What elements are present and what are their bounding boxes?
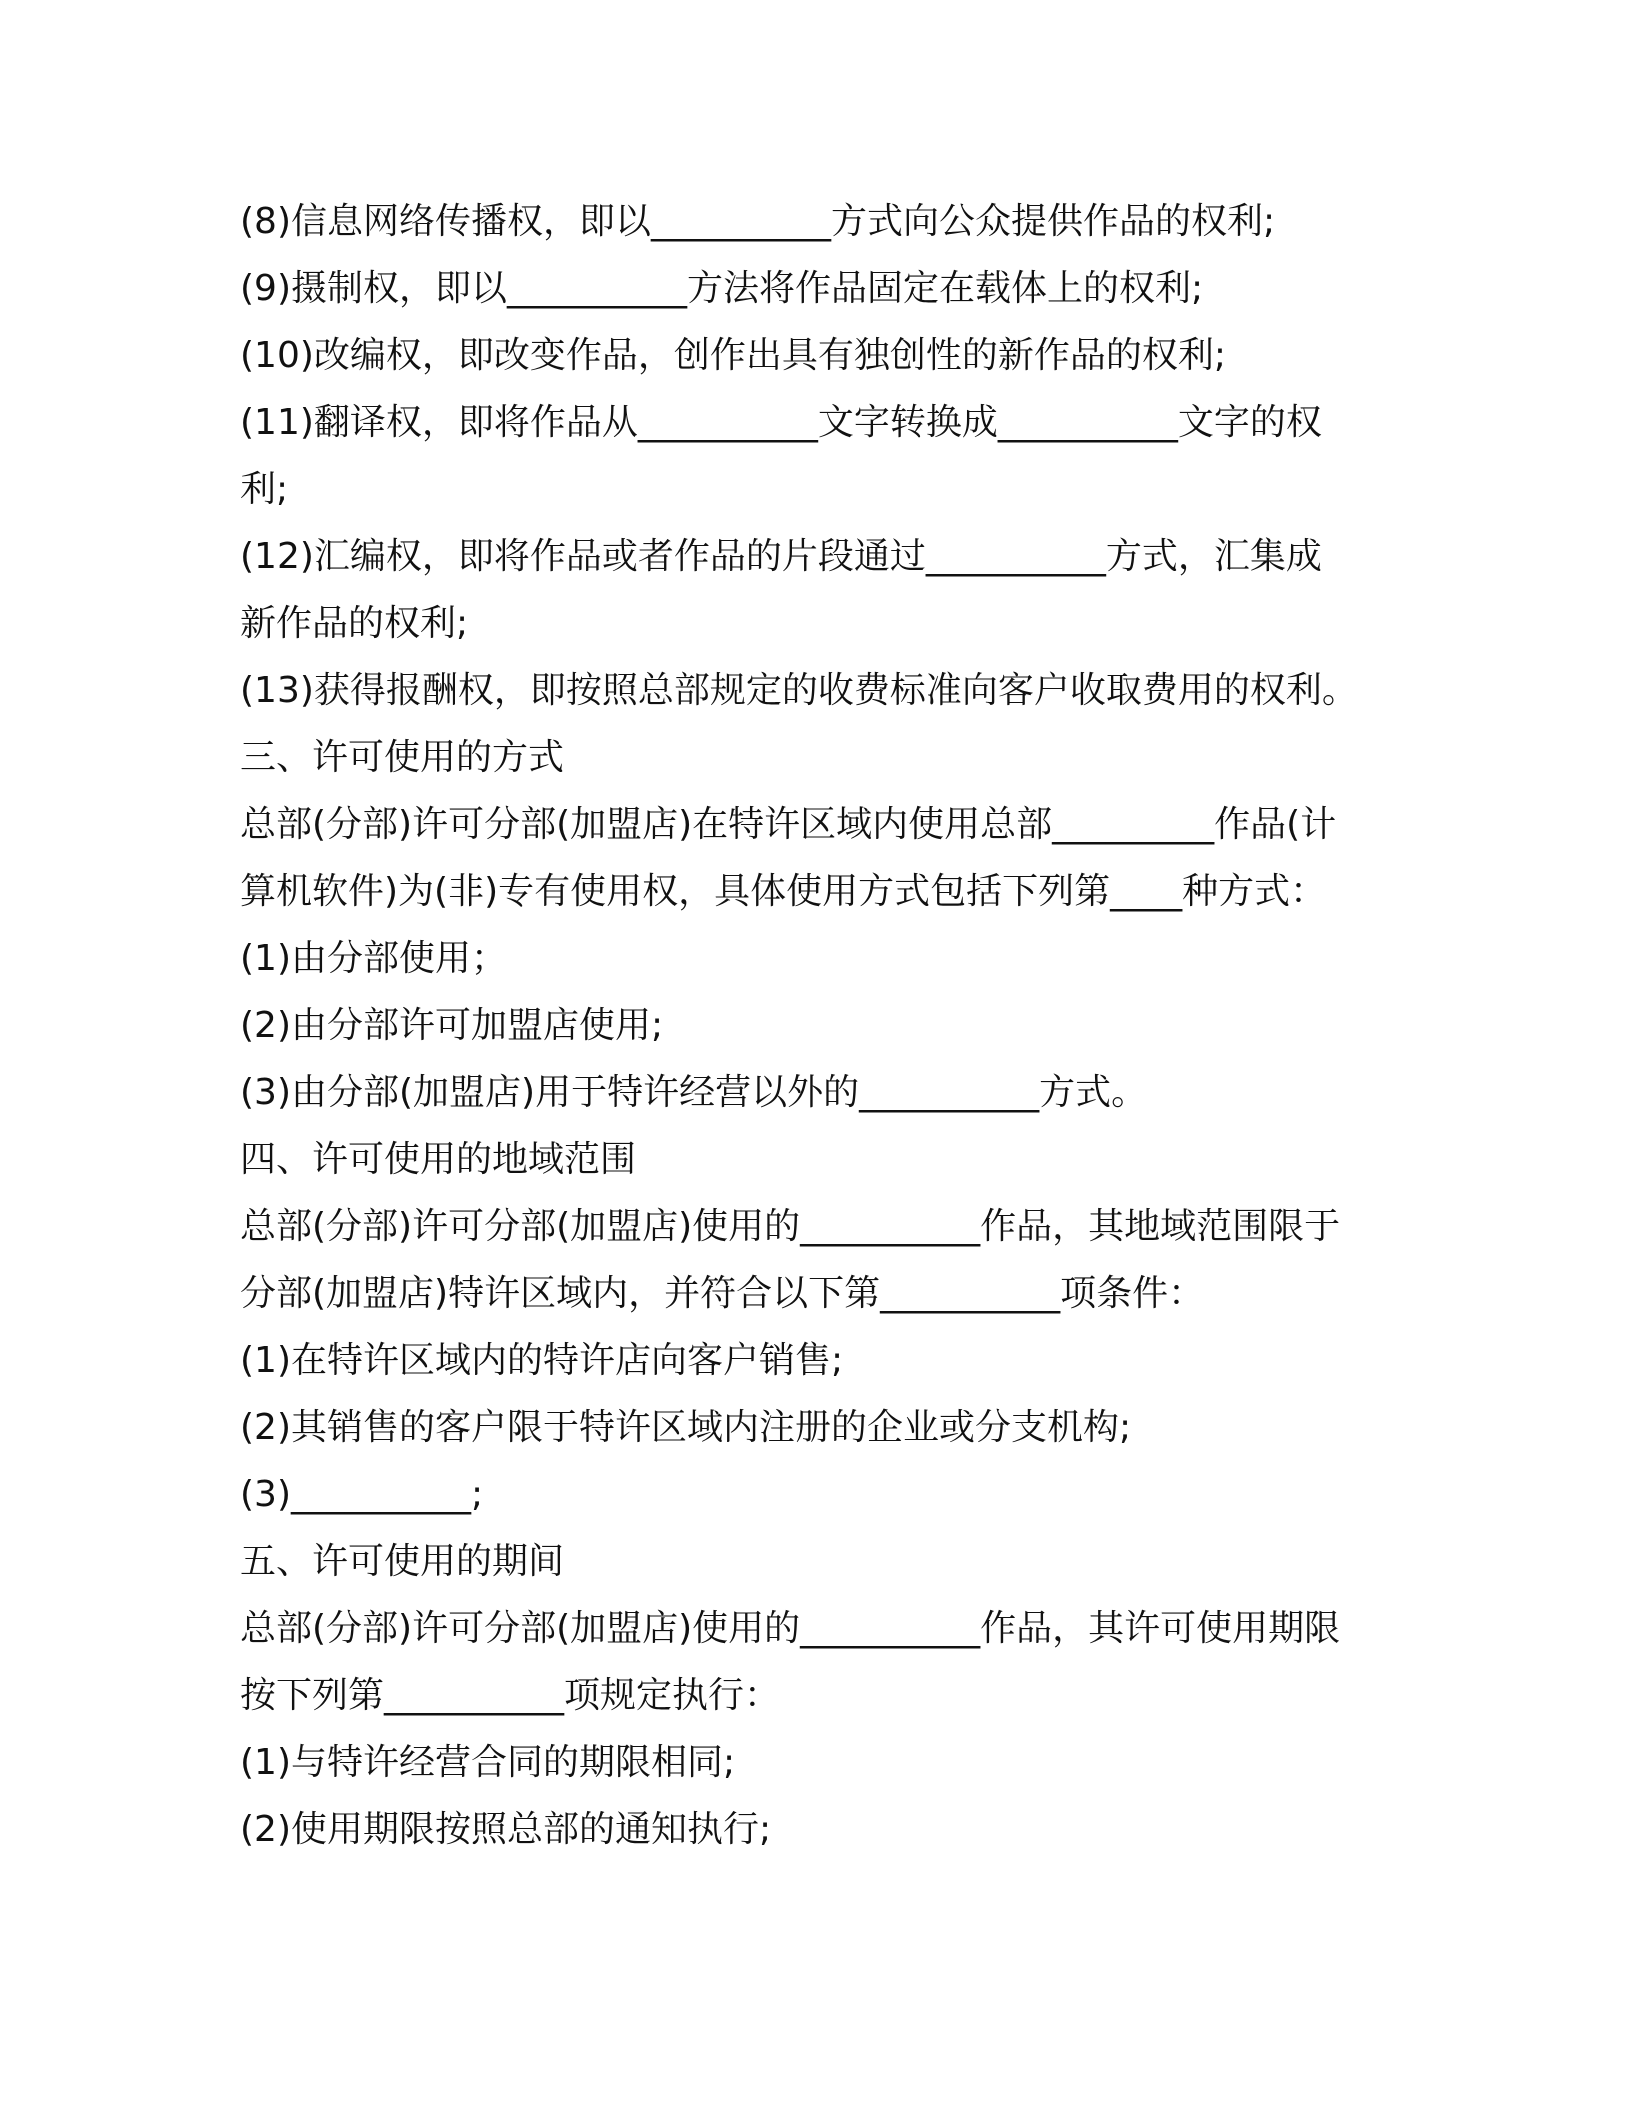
section-4-item-1: (1)在特许区域内的特许店向客户销售; xyxy=(240,1340,844,1381)
clause-11-translation-cont: 利; xyxy=(240,469,289,510)
section-4-item-3: (3)__________; xyxy=(240,1474,484,1515)
clause-12-compilation: (12)汇编权，即将作品或者作品的片段通过__________方式，汇集成 xyxy=(240,536,1322,577)
clause-8-network-dissemination: (8)信息网络传播权，即以__________方式向公众提供作品的权利; xyxy=(240,201,1276,242)
clause-10-adaptation: (10)改编权，即改变作品，创作出具有独创性的新作品的权利; xyxy=(240,335,1227,376)
section-4-paragraph: 总部(分部)许可分部(加盟店)使用的__________作品，其地域范围限于 xyxy=(240,1206,1341,1247)
section-3-item-3: (3)由分部(加盟店)用于特许经营以外的__________方式。 xyxy=(240,1072,1148,1113)
section-heading-5: 五、许可使用的期间 xyxy=(240,1541,565,1582)
section-4-paragraph-cont: 分部(加盟店)特许区域内，并符合以下第__________项条件： xyxy=(240,1273,1205,1314)
clause-9-filming: (9)摄制权，即以__________方法将作品固定在载体上的权利; xyxy=(240,268,1204,309)
section-heading-3: 三、许可使用的方式 xyxy=(240,737,565,778)
section-5-paragraph-cont: 按下列第__________项规定执行： xyxy=(240,1675,781,1716)
section-5-paragraph: 总部(分部)许可分部(加盟店)使用的__________作品，其许可使用期限 xyxy=(240,1608,1341,1649)
clause-11-translation: (11)翻译权，即将作品从__________文字转换成__________文字的权 xyxy=(240,402,1322,443)
clause-13-remuneration: (13)获得报酬权，即按照总部规定的收费标准向客户收取费用的权利。 xyxy=(240,670,1358,711)
section-3-item-1: (1)由分部使用； xyxy=(240,938,507,979)
section-3-paragraph-cont: 算机软件)为(非)专有使用权，具体使用方式包括下列第____种方式： xyxy=(240,871,1327,912)
section-heading-4: 四、许可使用的地域范围 xyxy=(240,1139,637,1180)
section-4-item-2: (2)其销售的客户限于特许区域内注册的企业或分支机构; xyxy=(240,1407,1132,1448)
document-body xyxy=(240,188,1400,1863)
section-5-item-2: (2)使用期限按照总部的通知执行; xyxy=(240,1809,772,1850)
section-3-paragraph: 总部(分部)许可分部(加盟店)在特许区域内使用总部_________作品(计 xyxy=(240,804,1337,845)
section-3-item-2: (2)由分部许可加盟店使用; xyxy=(240,1005,664,1046)
clause-12-compilation-cont: 新作品的权利; xyxy=(240,603,469,644)
section-5-item-1: (1)与特许经营合同的期限相同; xyxy=(240,1742,736,1783)
